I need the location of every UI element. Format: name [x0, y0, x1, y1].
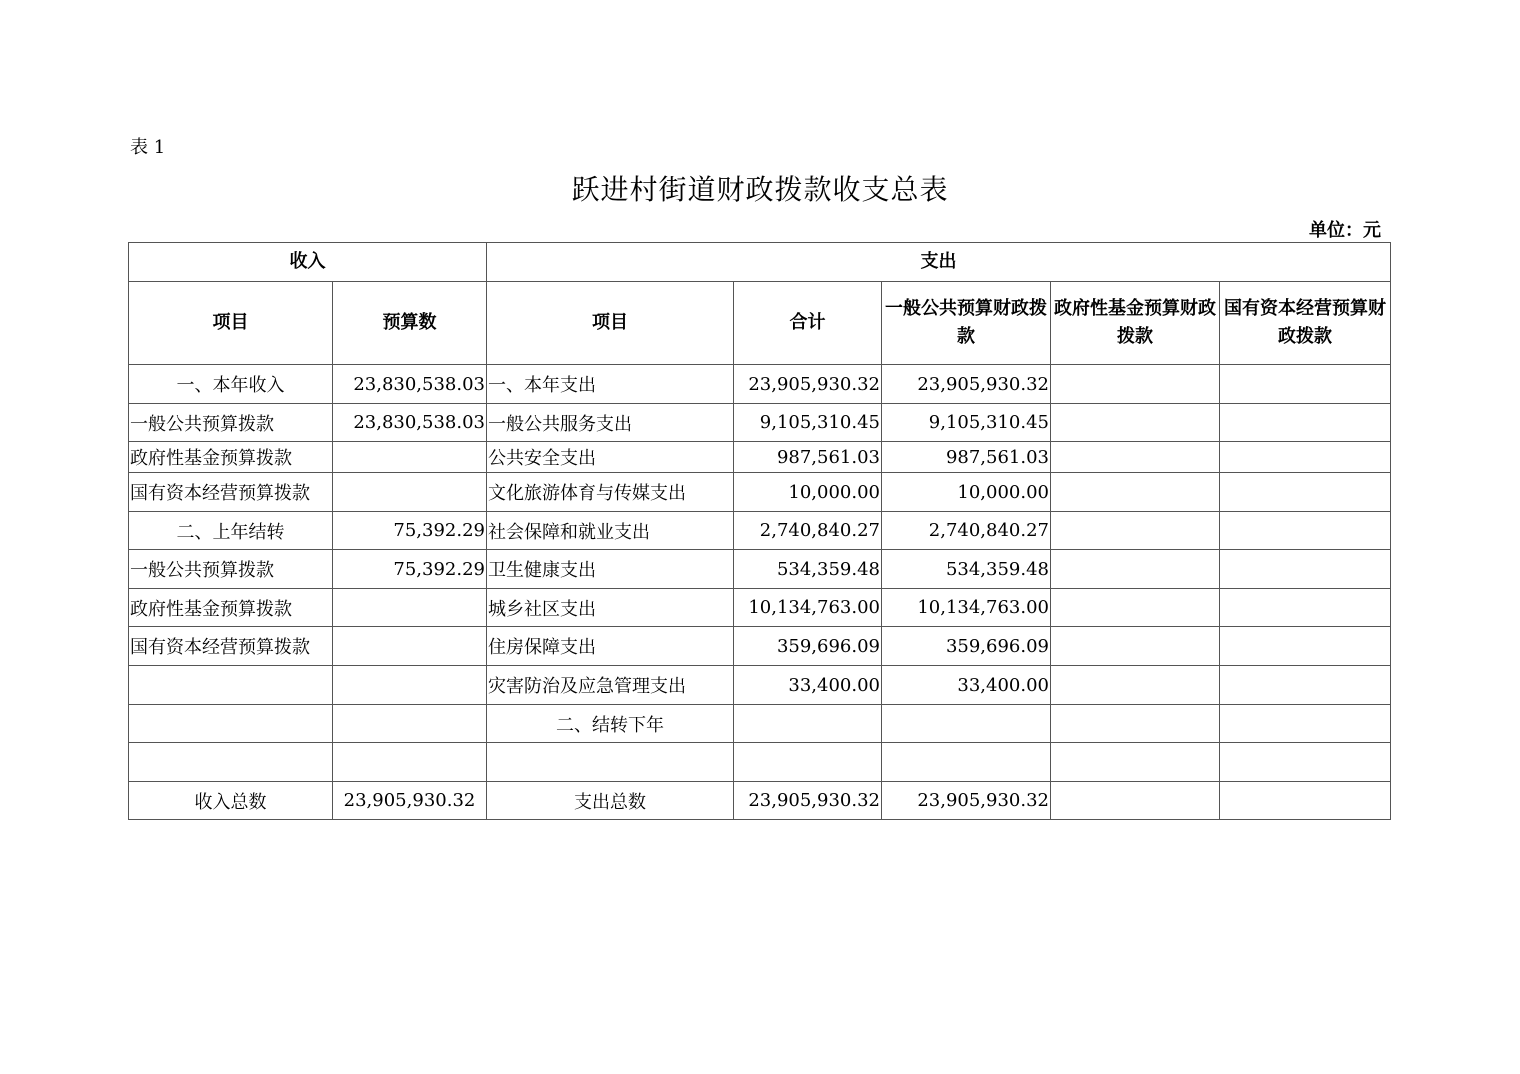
income-budget-cell: 23,830,538.03 [333, 404, 487, 442]
income-budget-cell [333, 627, 487, 666]
income-group-header: 收入 [129, 243, 487, 282]
income-item-cell [129, 666, 333, 705]
expense-item-cell: 城乡社区支出 [487, 589, 734, 627]
income-item-cell [129, 705, 333, 743]
state-capital-header: 国有资本经营预算财政拨款 [1220, 282, 1391, 365]
table-row [129, 404, 1391, 442]
general-public-cell: 33,400.00 [882, 666, 1051, 705]
expense-item-cell: 公共安全支出 [487, 442, 734, 473]
gov-fund-cell [1051, 743, 1220, 782]
income-budget-cell: 75,392.29 [333, 512, 487, 550]
total-cell: 10,000.00 [734, 473, 882, 512]
state-capital-cell [1220, 666, 1391, 705]
table-number-label: 表 1 [130, 137, 166, 158]
table-row [129, 627, 1391, 666]
income-item-cell: 政府性基金预算拨款 [129, 442, 333, 473]
table-row [129, 512, 1391, 550]
income-budget-cell [333, 473, 487, 512]
income-item-cell: 一、本年收入 [129, 365, 333, 404]
state-capital-cell [1220, 589, 1391, 627]
income-budget-cell [333, 442, 487, 473]
expense-item-cell: 二、结转下年 [487, 705, 734, 743]
income-budget-cell [333, 743, 487, 782]
expense-item-header: 项目 [487, 282, 734, 365]
table-row [129, 589, 1391, 627]
income-item-cell: 国有资本经营预算拨款 [129, 473, 333, 512]
general-public-cell: 359,696.09 [882, 627, 1051, 666]
expense-item-cell: 灾害防治及应急管理支出 [487, 666, 734, 705]
income-item-cell: 国有资本经营预算拨款 [129, 627, 333, 666]
income-item-cell [129, 743, 333, 782]
group-header-row [129, 243, 1391, 282]
income-budget-cell: 23,905,930.32 [333, 782, 487, 820]
table-row [129, 782, 1391, 820]
total-cell [734, 743, 882, 782]
state-capital-cell [1220, 627, 1391, 666]
total-cell: 534,359.48 [734, 550, 882, 589]
gov-fund-cell [1051, 442, 1220, 473]
general-public-cell: 10,134,763.00 [882, 589, 1051, 627]
total-cell: 23,905,930.32 [734, 365, 882, 404]
table-row [129, 365, 1391, 404]
budget-table [128, 242, 1391, 820]
state-capital-cell [1220, 404, 1391, 442]
total-cell: 33,400.00 [734, 666, 882, 705]
general-public-cell: 2,740,840.27 [882, 512, 1051, 550]
income-item-cell: 收入总数 [129, 782, 333, 820]
gov-fund-cell [1051, 627, 1220, 666]
table-row [129, 473, 1391, 512]
state-capital-cell [1220, 550, 1391, 589]
expense-item-cell: 一般公共服务支出 [487, 404, 734, 442]
table-row [129, 743, 1391, 782]
state-capital-cell [1220, 442, 1391, 473]
gov-fund-cell [1051, 404, 1220, 442]
gov-fund-cell [1051, 705, 1220, 743]
state-capital-cell [1220, 782, 1391, 820]
state-capital-cell [1220, 743, 1391, 782]
column-header-row [129, 282, 1391, 365]
total-cell: 2,740,840.27 [734, 512, 882, 550]
general-public-cell [882, 705, 1051, 743]
page-title: 跃进村街道财政拨款收支总表 [571, 173, 949, 206]
general-public-cell: 23,905,930.32 [882, 782, 1051, 820]
general-public-cell: 534,359.48 [882, 550, 1051, 589]
total-header: 合计 [734, 282, 882, 365]
gov-fund-cell [1051, 782, 1220, 820]
total-cell [734, 705, 882, 743]
gov-fund-cell [1051, 666, 1220, 705]
income-budget-cell [333, 666, 487, 705]
income-budget-cell: 75,392.29 [333, 550, 487, 589]
state-capital-cell [1220, 365, 1391, 404]
general-public-cell: 23,905,930.32 [882, 365, 1051, 404]
income-item-cell: 一般公共预算拨款 [129, 550, 333, 589]
gov-fund-cell [1051, 365, 1220, 404]
general-public-header: 一般公共预算财政拨款 [882, 282, 1051, 365]
gov-fund-cell [1051, 589, 1220, 627]
table-row [129, 550, 1391, 589]
total-cell: 987,561.03 [734, 442, 882, 473]
general-public-cell: 10,000.00 [882, 473, 1051, 512]
total-cell: 9,105,310.45 [734, 404, 882, 442]
total-cell: 23,905,930.32 [734, 782, 882, 820]
general-public-cell: 9,105,310.45 [882, 404, 1051, 442]
unit-label: 单位：元 [1309, 220, 1381, 241]
gov-fund-cell [1051, 512, 1220, 550]
expense-item-cell [487, 743, 734, 782]
total-cell: 10,134,763.00 [734, 589, 882, 627]
state-capital-cell [1220, 473, 1391, 512]
expense-item-cell: 一、本年支出 [487, 365, 734, 404]
total-cell: 359,696.09 [734, 627, 882, 666]
expense-item-cell: 文化旅游体育与传媒支出 [487, 473, 734, 512]
expense-group-header: 支出 [487, 243, 1391, 282]
income-item-cell: 政府性基金预算拨款 [129, 589, 333, 627]
expense-item-cell: 卫生健康支出 [487, 550, 734, 589]
expense-item-cell: 社会保障和就业支出 [487, 512, 734, 550]
gov-fund-cell [1051, 473, 1220, 512]
table-row [129, 442, 1391, 473]
state-capital-cell [1220, 512, 1391, 550]
gov-fund-cell [1051, 550, 1220, 589]
table-row [129, 705, 1391, 743]
expense-item-cell: 支出总数 [487, 782, 734, 820]
gov-fund-header: 政府性基金预算财政拨款 [1051, 282, 1220, 365]
expense-item-cell: 住房保障支出 [487, 627, 734, 666]
general-public-cell: 987,561.03 [882, 442, 1051, 473]
general-public-cell [882, 743, 1051, 782]
state-capital-cell [1220, 705, 1391, 743]
income-budget-header: 预算数 [333, 282, 487, 365]
income-budget-cell: 23,830,538.03 [333, 365, 487, 404]
income-item-header: 项目 [129, 282, 333, 365]
table-row [129, 666, 1391, 705]
income-item-cell: 一般公共预算拨款 [129, 404, 333, 442]
income-item-cell: 二、上年结转 [129, 512, 333, 550]
income-budget-cell [333, 589, 487, 627]
income-budget-cell [333, 705, 487, 743]
